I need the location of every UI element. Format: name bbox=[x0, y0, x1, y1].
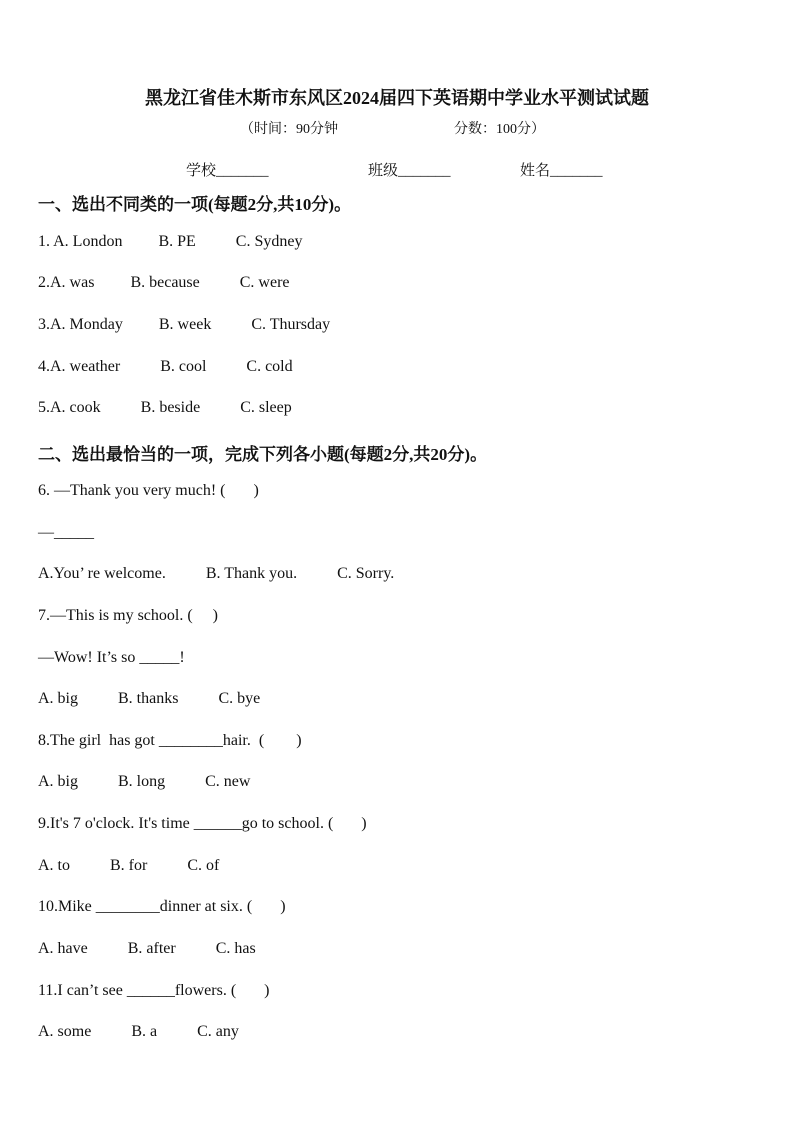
question-10: 10.Mike ________dinner at six. ( ) bbox=[38, 898, 286, 915]
question-11: 11.I can’t see ______flowers. ( ) bbox=[38, 982, 270, 999]
question-2: 2.A. was B. because C. were bbox=[38, 274, 290, 291]
question-7-reply: —Wow! It’s so _____! bbox=[38, 649, 185, 666]
question-8-options: A. big B. long C. new bbox=[38, 773, 251, 790]
question-8: 8.The girl has got ________hair. ( ) bbox=[38, 732, 302, 749]
question-9: 9.It's 7 o'clock. It's time ______go to school. ( ) bbox=[38, 815, 367, 832]
question-6-options: A.You’ re welcome. B. Thank you. C. Sorry. bbox=[38, 565, 395, 582]
question-6-reply: —_____ bbox=[38, 524, 94, 541]
page-title: 黑龙江省佳木斯市东风区2024届四下英语期中学业水平测试试题 bbox=[145, 88, 649, 108]
exam-score: 分数：100分） bbox=[454, 122, 545, 137]
class-field[interactable]: 班级_______ bbox=[368, 163, 451, 179]
question-11-options: A. some B. a C. any bbox=[38, 1023, 239, 1040]
question-3: 3.A. Monday B. week C. Thursday bbox=[38, 316, 331, 333]
section-2-heading: 二、选出最恰当的一项，完成下列各小题(每题2分,共20分)。 bbox=[38, 445, 488, 464]
question-4: 4.A. weather B. cool C. cold bbox=[38, 358, 293, 375]
name-field[interactable]: 姓名_______ bbox=[520, 163, 603, 179]
question-5: 5.A. cook B. beside C. sleep bbox=[38, 399, 292, 416]
question-10-options: A. have B. after C. has bbox=[38, 940, 256, 957]
section-1-heading: 一、选出不同类的一项(每题2分,共10分)。 bbox=[38, 195, 352, 214]
question-7: 7.—This is my school. ( ) bbox=[38, 607, 218, 624]
question-1: 1. A. London B. PE C. Sydney bbox=[38, 233, 303, 250]
question-7-options: A. big B. thanks C. bye bbox=[38, 690, 261, 707]
school-field[interactable]: 学校_______ bbox=[186, 163, 269, 179]
question-6: 6. —Thank you very much! ( ) bbox=[38, 482, 259, 499]
exam-time: （时间：90分钟 bbox=[240, 122, 338, 137]
question-9-options: A. to B. for C. of bbox=[38, 857, 220, 874]
